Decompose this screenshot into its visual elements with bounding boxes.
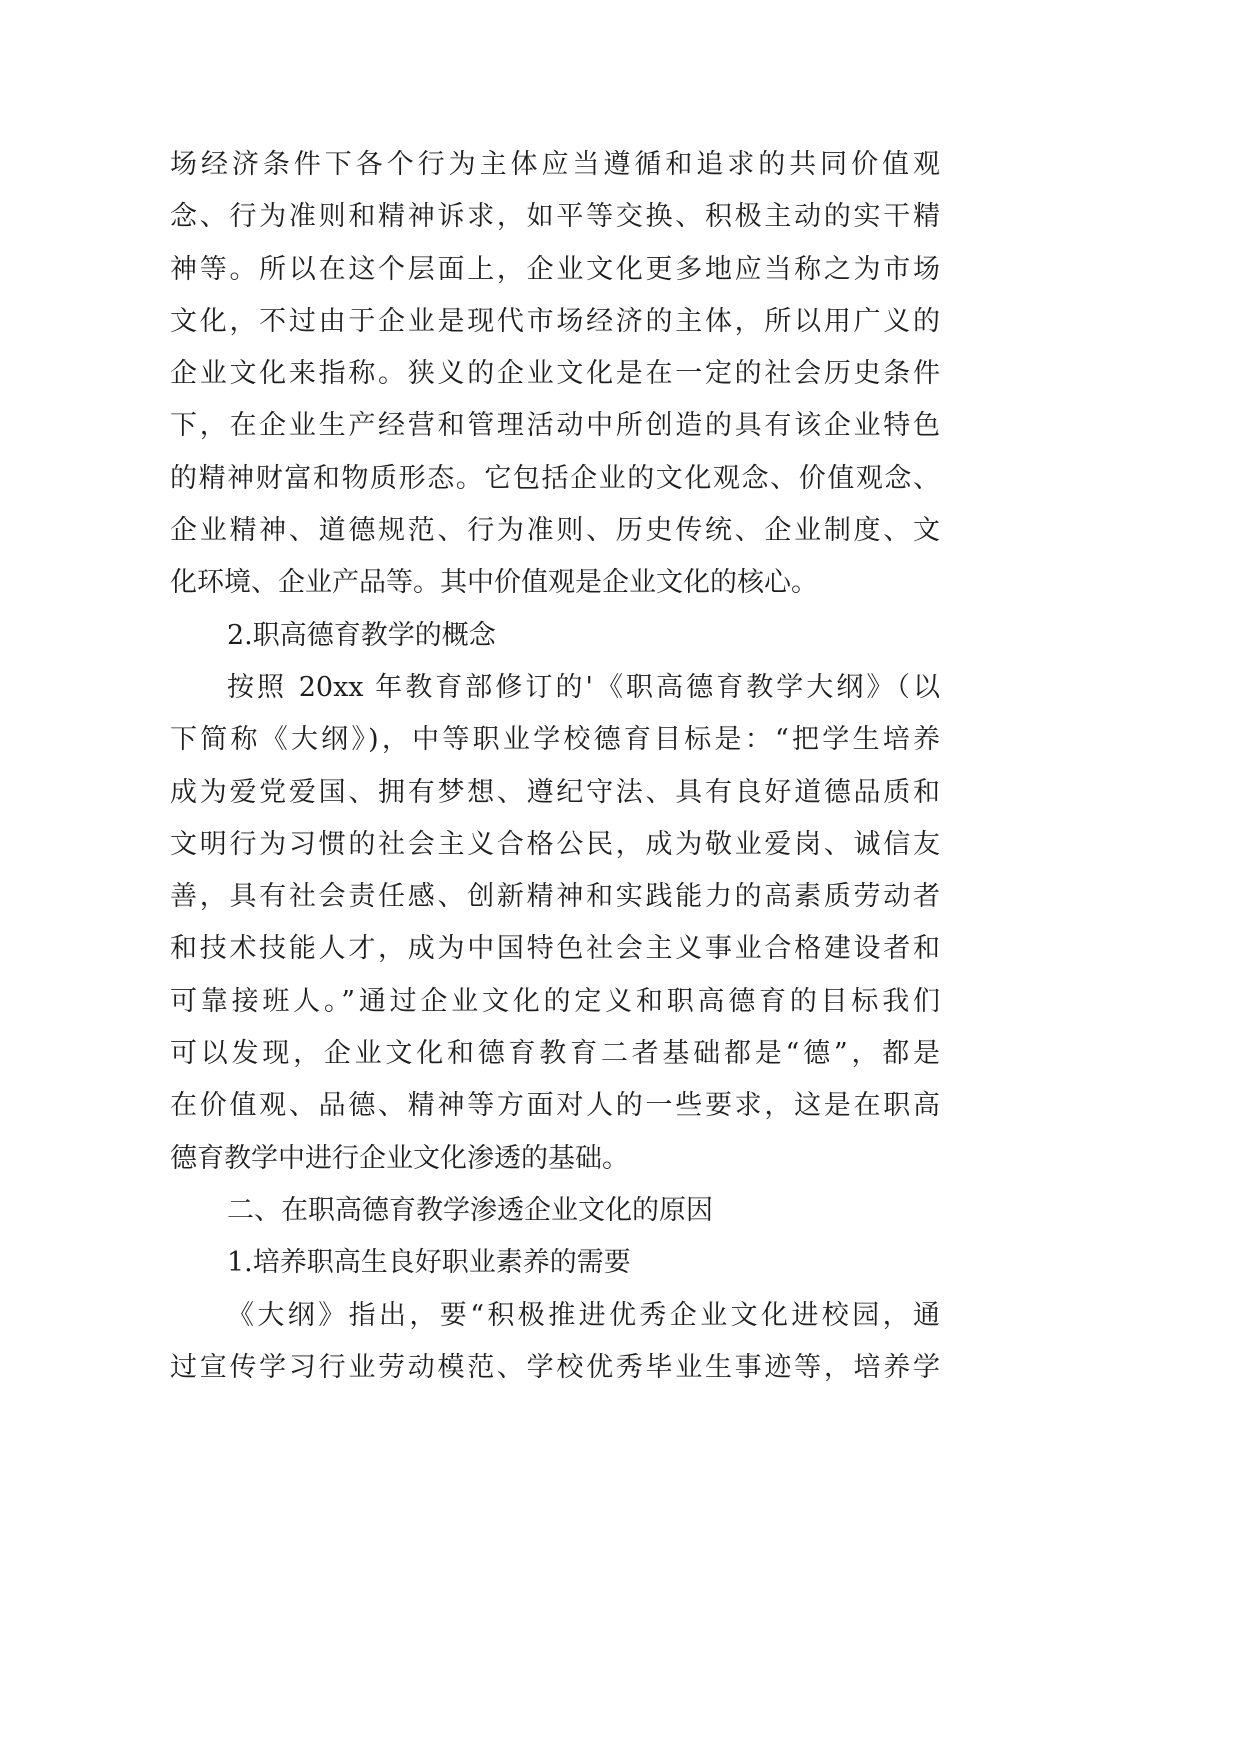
text-line: 下简称《大纲》)，中等职业学校德育目标是：“把学生培养 xyxy=(170,724,940,756)
paragraph xyxy=(170,139,940,610)
subsection-heading xyxy=(170,610,940,662)
text-line: 善，具有社会责任感、创新精神和实践能力的高素质劳动者 xyxy=(170,881,940,913)
text-line: 按照 20xx 年教育部修订的'《职高德育教学大纲》（以 xyxy=(227,671,940,703)
text-line: 文明行为习惯的社会主义合格公民，成为敬业爱岗、诚信友 xyxy=(170,828,940,860)
section-heading xyxy=(170,1185,940,1237)
text-line: 在价值观、品德、精神等方面对人的一些要求，这是在职高 xyxy=(170,1090,940,1122)
paragraph xyxy=(170,1290,940,1395)
paragraph xyxy=(170,662,940,1185)
text-line: 可以发现，企业文化和德育教育二者基础都是“德”，都是 xyxy=(170,1038,940,1070)
text-line: 化环境、企业产品等。其中价值观是企业文化的核心。 xyxy=(170,567,818,599)
heading-line: 1.培养职高生良好职业素养的需要 xyxy=(227,1247,631,1279)
text-line: 念、行为准则和精神诉求，如平等交换、积极主动的实干精 xyxy=(170,201,940,233)
text-line: 文化，不过由于企业是现代市场经济的主体，所以用广义的 xyxy=(170,305,940,337)
text-line: 《大纲》指出，要“积极推进优秀企业文化进校园，通 xyxy=(227,1299,940,1331)
text-line: 下，在企业生产经营和管理活动中所创造的具有该企业特色 xyxy=(170,410,940,442)
text-line: 企业精神、道德规范、行为准则、历史传统、企业制度、文 xyxy=(170,515,940,547)
text-line: 可靠接班人。”通过企业文化的定义和职高德育的目标我们 xyxy=(170,985,940,1017)
text-line: 的精神财富和物质形态。它包括企业的文化观念、价值观念、 xyxy=(170,462,940,494)
document-body xyxy=(170,139,940,1394)
text-line: 和技术技能人才，成为中国特色社会主义事业合格建设者和 xyxy=(170,933,940,965)
heading-line: 2.职高德育教学的概念 xyxy=(227,619,496,651)
subsection-heading xyxy=(170,1237,940,1289)
text-line: 神等。所以在这个层面上，企业文化更多地应当称之为市场 xyxy=(170,253,940,285)
text-line: 企业文化来指称。狭义的企业文化是在一定的社会历史条件 xyxy=(170,358,940,390)
text-line: 场经济条件下各个行为主体应当遵循和追求的共同价值观 xyxy=(170,149,940,180)
heading-line: 二、在职高德育教学渗透企业文化的原因 xyxy=(227,1194,713,1226)
text-line: 过宣传学习行业劳动模范、学校优秀毕业生事迹等，培养学 xyxy=(170,1351,940,1383)
text-line: 德育教学中进行企业文化渗透的基础。 xyxy=(170,1142,629,1174)
text-line: 成为爱党爱国、拥有梦想、遵纪守法、具有良好道德品质和 xyxy=(170,776,940,808)
